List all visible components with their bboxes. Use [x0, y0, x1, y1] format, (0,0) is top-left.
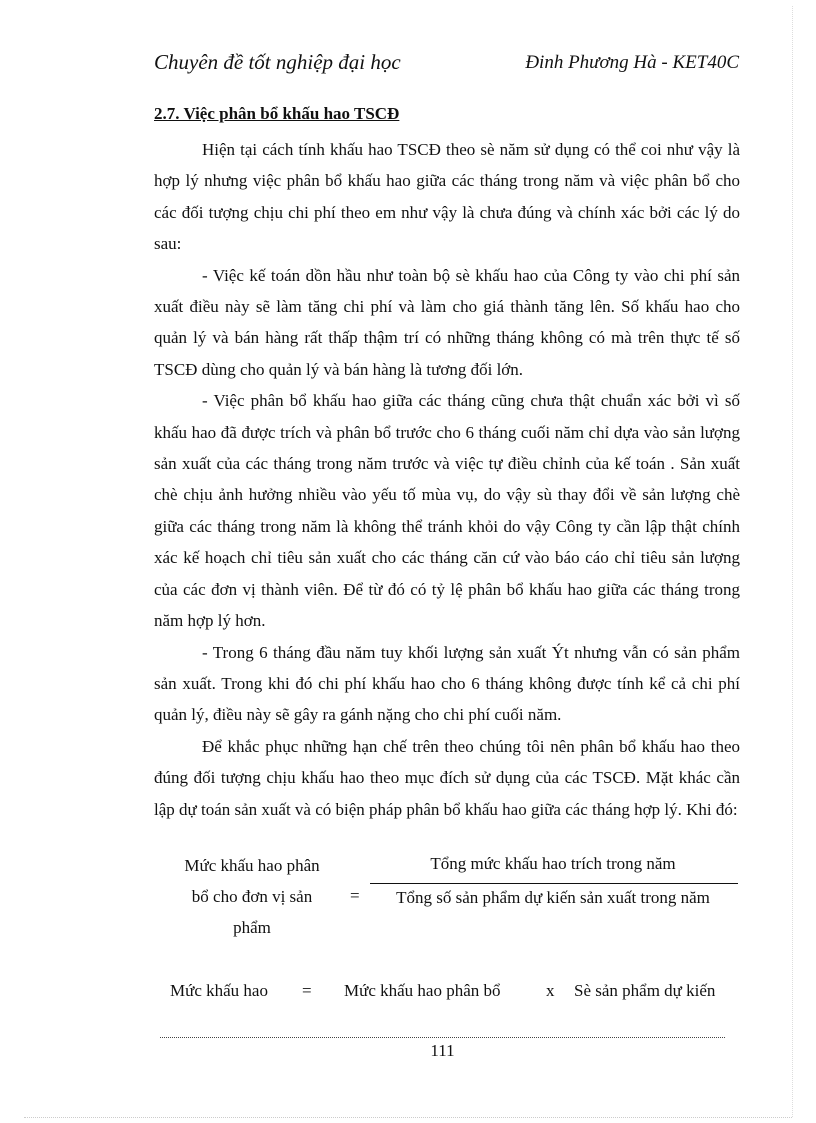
equals-sign: =: [302, 981, 312, 1000]
multiply-sign: x: [546, 981, 555, 1000]
header-document-title: Chuyên đề tốt nghiệp đại học: [154, 50, 401, 74]
formula-lhs-line: bổ cho đơn vị sản: [191, 887, 313, 906]
formula-depreciation-amount: [154, 981, 740, 1007]
page-edge-divider: [24, 1117, 792, 1118]
equals-sign: =: [350, 886, 360, 905]
fraction-bar: [370, 883, 738, 884]
formula2-term-1: Mức khấu hao phân bổ: [344, 981, 501, 1000]
page-header: [154, 50, 739, 82]
fraction-denominator: Tổng số sản phẩm dự kiến sản xuất trong năm: [396, 888, 710, 907]
page-edge-divider-vertical: [792, 6, 793, 1117]
formula2-term-2: Sè sản phẩm dự kiến: [574, 981, 716, 1000]
paragraph-reason-2: - Việc phân bổ khấu hao giữa các tháng cũng chưa thật chuẩn xác bởi vì số khấu hao đã được trích và phân bổ trước cho 6 tháng cuối năm chỉ dựa vào sản lượng sản xuất của các tháng trong năm trước và việc tự điều chỉnh của kế toán . Sản xuất chè chịu ảnh hưởng nhiều vào yếu tố mùa vụ, do vậy sù thay đổi về sản lượng chè giữa các tháng trong năm là không thể tránh khỏi do vậy Công ty cần lập thật chính xác kế hoạch chỉ tiêu sản xuất cho các tháng căn cứ vào báo cáo chỉ tiêu sản lượng của các đơn vị thành viên. Để từ đó có tỷ lệ phân bổ khấu hao giữa các tháng trong năm hợp lý hơn.: [154, 391, 740, 631]
paragraph-solution: Để khắc phục những hạn chế trên theo chúng tôi nên phân bổ khấu hao theo đúng đối tượng chịu khấu hao theo mục đích sử dụng của các TSCĐ. Mặt khác cần lập dự toán sản xuất và có biện pháp phân bổ khấu hao giữa các tháng hợp lý. Khi đó:: [154, 736, 740, 819]
formula-lhs: [172, 850, 332, 943]
formula-unit-depreciation: [154, 850, 740, 945]
paragraph-reason-1: - Việc kế toán dồn hầu như toàn bộ sè khấu hao của Công ty vào chi phí sản xuất điều này sẽ làm tăng chi phí và làm cho giá thành tăng lên. Số khấu hao cho quản lý và bán hàng rất thấp thậm trí có những tháng không có mà trên thực tế số TSCĐ dùng cho quản lý và bán hàng là tương đối lớn.: [154, 265, 740, 379]
paragraph-intro: Hiện tại cách tính khấu hao TSCĐ theo sè năm sử dụng có thể coi như vậy là hợp lý nhưng việc phân bổ khấu hao giữa các tháng trong năm và việc phân bổ cho các đối tượng chịu chi phí theo em như vậy là chưa đúng và chính xác bởi các lý do sau:: [154, 140, 740, 254]
paragraph-reason-3: - Trong 6 tháng đầu năm tuy khối lượng sản xuất Ýt nhưng vẫn có sản phẩm sản xuất. Trong khi đó chi phí khấu hao cho 6 tháng không được tính kể cả chi phí quản lý, điều này sẽ gây ra gánh nặng cho chi phí cuối năm.: [154, 642, 740, 725]
section-heading: 2.7. Việc phân bổ khấu hao TSCĐ: [154, 104, 400, 123]
formula-lhs-line: Mức khấu hao phân: [184, 856, 320, 875]
body-text: [154, 134, 740, 825]
formula2-lhs: Mức khấu hao: [170, 981, 268, 1000]
fraction-numerator: Tổng mức khấu hao trích trong năm: [430, 854, 676, 873]
formula-lhs-line: phẩm: [233, 918, 271, 937]
page-number: 111: [430, 1041, 455, 1060]
footer-divider: [160, 1037, 725, 1038]
header-author: Đinh Phương Hà - KET40C: [525, 52, 739, 73]
